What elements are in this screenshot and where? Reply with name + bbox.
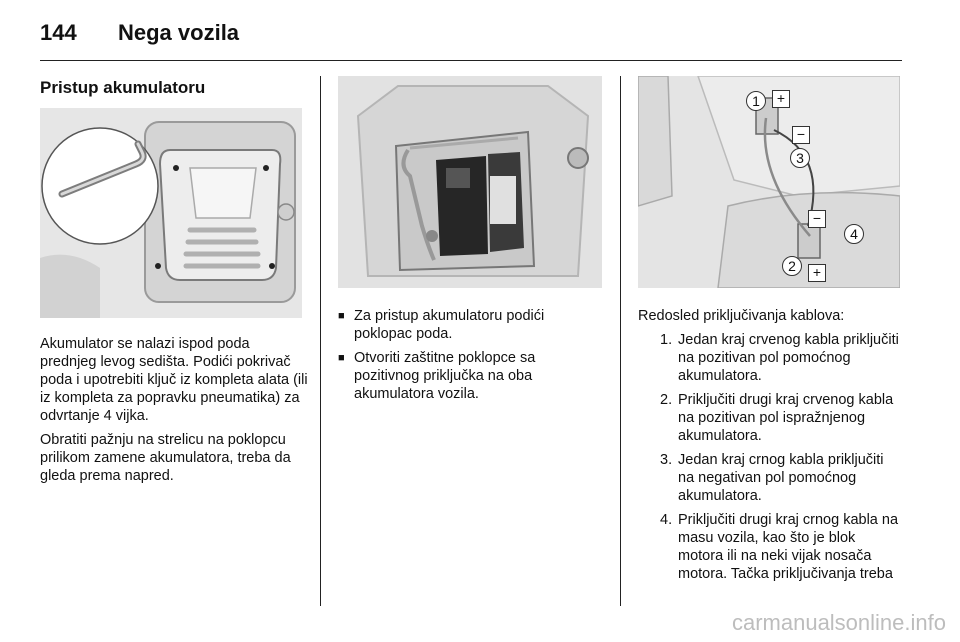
section-title: Pristup akumulatoru — [40, 78, 206, 97]
callout-1: 1 — [746, 91, 766, 111]
bullet-square-icon: ■ — [338, 310, 345, 322]
left-column-text — [40, 335, 310, 491]
header-rule — [40, 60, 902, 61]
step-text: Jedan kraj crnog kabla priključiti na negativan pol pomoćnog akumulatora. — [678, 452, 884, 504]
step-text: Jedan kraj crvenog kabla priključiti na pozitivan pol pomoćnog akumulatora. — [678, 332, 899, 384]
chapter-title: Nega vozila — [118, 20, 240, 45]
plus-label-top: + — [772, 90, 790, 108]
step-number: 4. — [660, 512, 673, 528]
page-header — [40, 18, 902, 50]
watermark: carmanualsonline.info — [731, 610, 946, 635]
callout-3: 3 — [790, 148, 810, 168]
bullet-text: Otvoriti zaštitne poklopce sa pozitivnog priključka na oba akumulatora vozila. — [354, 350, 536, 402]
column-divider-right — [620, 76, 621, 606]
step-number: 2. — [660, 392, 673, 408]
list-item — [338, 349, 600, 403]
battery-cover-illustration — [40, 108, 302, 318]
bullet-text: Za pristup akumulatoru podići poklopac poda. — [354, 308, 545, 342]
step-text: Priključiti drugi kraj crnog kabla na masu vozila, kao što je blok motora ili na neki vijak nosača motora. Tačka priključivanja treba — [678, 512, 899, 582]
column-divider-left — [320, 76, 321, 606]
plus-label-bottom: + — [808, 264, 826, 282]
callout-2: 2 — [782, 256, 802, 276]
list-item — [638, 511, 902, 583]
minus-label-top: − — [792, 126, 810, 144]
steps-intro: Redosled priključivanja kablova: — [638, 308, 845, 324]
middle-column-text — [338, 307, 600, 409]
list-item — [638, 331, 902, 385]
battery-compartment-illustration — [338, 76, 602, 288]
bullet-list — [338, 307, 600, 403]
page-number: 144 — [40, 20, 77, 45]
paragraph-cover-arrow: Obratiti pažnju na strelicu na poklopcu prilikom zamene akumulatora, treba da gleda prema napred. — [40, 432, 291, 484]
list-item — [638, 391, 902, 445]
steps-list — [638, 331, 902, 583]
paragraph-battery-location: Akumulator se nalazi ispod poda prednjeg levog sedišta. Podići pokrivač poda i upotrebiti ključ iz kompleta alata (ili iz kompleta za popravku pneumatika) za odvrtanje 4 vijka. — [40, 336, 308, 424]
jump-start-diagram — [638, 76, 900, 288]
step-number: 3. — [660, 452, 673, 468]
step-number: 1. — [660, 332, 673, 348]
step-text: Priključiti drugi kraj crvenog kabla na pozitivan pol ispražnjenog akumulatora. — [678, 392, 894, 444]
minus-label-bottom: − — [808, 210, 826, 228]
callout-4: 4 — [844, 224, 864, 244]
bullet-square-icon: ■ — [338, 352, 345, 364]
right-column-text — [638, 307, 902, 589]
list-item — [338, 307, 600, 343]
list-item — [638, 451, 902, 505]
